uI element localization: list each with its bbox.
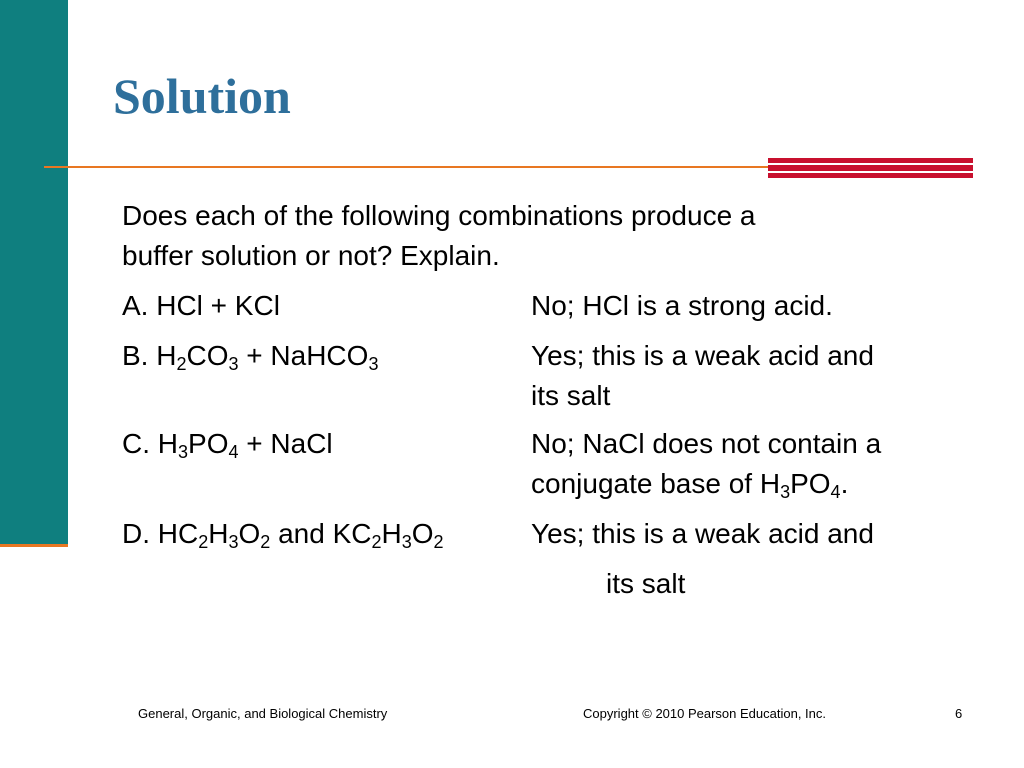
item-c-answer [531,424,881,504]
item-b-answer-line-2: its salt [531,380,611,411]
item-b-answer [531,336,874,416]
item-a-answer: No; HCl is a strong acid. [531,290,833,321]
side-bar-rule [0,544,68,547]
item-a-label: A. HCl + KCl [122,290,280,321]
item-d-label: D. $HC_2H_3O_2$ and $KC_2H_3O_2$ [122,518,444,552]
item-d-answer-line-1: Yes; this is a weak acid and [531,518,874,549]
intro-line-2: buffer solution or not? Explain. [122,240,500,271]
intro-text [122,196,756,276]
title-rule [44,166,804,168]
item-c-answer-line-1: No; NaCl does not contain a [531,428,882,459]
slide-title: Solution [113,68,291,124]
item-c-answer-line-2: conjugate base of $H_3PO_4$. [531,468,849,502]
footer-page-number: 6 [955,706,963,721]
side-bar [0,0,68,546]
item-b-answer-line-1: Yes; this is a weak acid and [531,340,874,371]
footer-book-title: General, Organic, and Biological Chemistry [138,706,388,721]
intro-line-1: Does each of the following combinations produce a [122,200,756,231]
item-d-answer-line-2: its salt [606,568,686,599]
item-c-label: C. $H_3PO_4$ + NaCl [122,428,333,462]
item-b-label: B. $H_2CO_3$ + NaHCO$_3$ [122,340,379,374]
footer-copyright: Copyright © 2010 Pearson Education, Inc. [583,706,827,721]
title-rule-accent [768,158,973,178]
